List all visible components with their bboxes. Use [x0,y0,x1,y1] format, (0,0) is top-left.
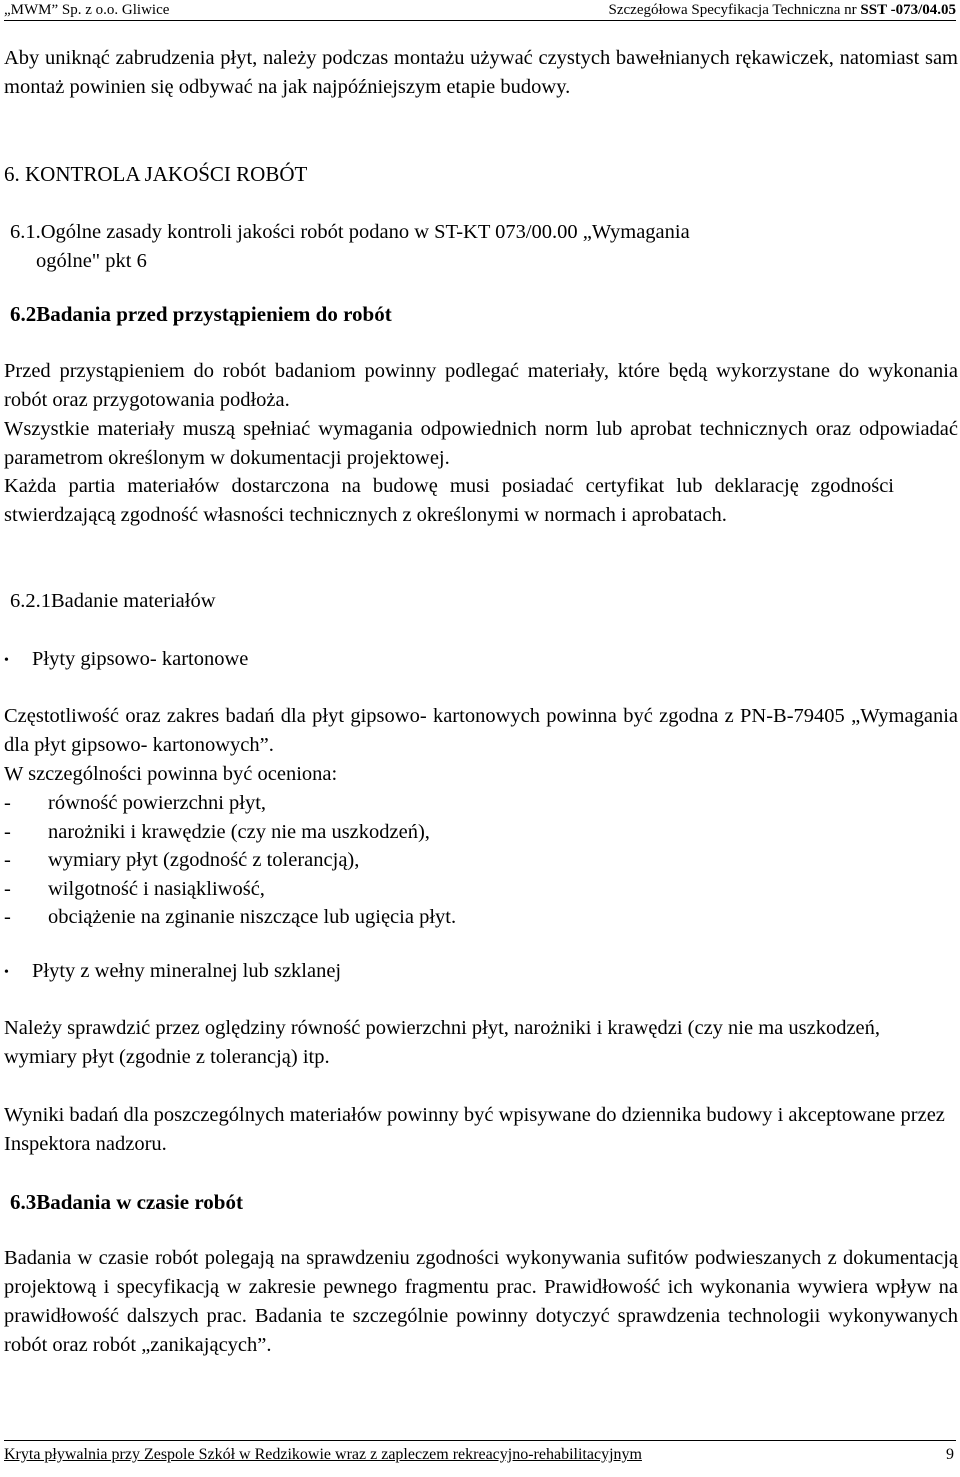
list-item-text: wilgotność i nasiąkliwość, [48,877,265,900]
section-6-1-line1: 6.1.Ogólne zasady kontroli jakości robót podano w ST-KT 073/00.00 „Wymagania [10,221,690,243]
list-item [4,903,456,932]
dash-marker: - [4,877,11,900]
list-item [4,789,456,818]
section-6-2-p3: Każda partia materiałów dostarczona na budowę musi posiadać certyfikat lub deklarację zgodności stwierdzającą zgodność własności technicznych z określonymi w normach i aprobatach. [4,475,894,526]
bullet-gypsum [4,645,248,675]
list-item-text: równość powierzchni płyt, [48,792,267,814]
section-6-2-1-title: 6.2.1Badanie materiałów [10,590,216,612]
list-item [4,846,456,875]
bullet-dot-icon: • [4,964,9,980]
dash-marker: - [4,906,11,928]
header-spec-prefix: Szczegółowa Specyfikacja Techniczna nr [608,2,861,18]
section-6-1 [10,218,956,276]
list-item-text: obciążenie na zginanie niszczące lub ugięcia płyt. [48,906,457,928]
bullet-wool-label: Płyty z wełny mineralnej lub szklanej [32,960,342,982]
dash-marker: - [4,820,11,843]
wool-p1: Należy sprawdzić przez oględziny równość powierzchni płyt, narożniki i krawędzi (czy nie ma uszkodzeń, wymiary płyt (zgodnie z tolerancją) itp. [4,1017,881,1068]
list-item [4,875,456,904]
list-item-text: narożniki i krawędzie (czy nie ma uszkodzeń), [48,820,430,843]
gypsum-p1: Częstotliwość oraz zakres badań dla płyt gipsowo- kartonowych powinna być zgodna z PN-B-79405 „Wymagania dla płyt gipsowo- kartonowych”. [4,705,958,756]
list-item-text: wymiary płyt (zgodność z tolerancją), [48,849,360,871]
footer-rule [4,1440,956,1441]
page-header [4,2,956,21]
bullet-gypsum-label: Płyty gipsowo- kartonowe [32,648,249,670]
header-spec-code: SST -073/04.05 [860,2,956,18]
section-6-2-title: 6.2Badania przed przystąpieniem do robót [10,302,392,326]
header-spec [609,2,956,19]
section-6-title: 6. KONTROLA JAKOŚCI ROBÓT [4,162,308,186]
dash-marker: - [4,849,11,871]
bullet-dot-icon: • [4,652,9,668]
section-6-1-line2: ogólne" pkt 6 [36,250,147,272]
gypsum-check-list [4,789,456,932]
page-number: 9 [946,1446,954,1463]
footer-project-title: Kryta pływalnia przy Zespole Szkół w Redzikowie wraz z zapleczem rekreacyjno-rehabilitacyjnym [4,1446,642,1463]
bullet-wool [4,957,341,987]
dash-marker: - [4,792,11,814]
list-item [4,818,456,847]
section-6-2-p2: Wszystkie materiały muszą spełniać wymagania odpowiednich norm lub aprobat technicznych oraz odpowiadać parametrom określonym w dokumentacji projektowej. [4,418,958,469]
section-6-2-p1: Przed przystąpieniem do robót badaniom powinny podlegać materiały, które będą wykorzystane do wykonania robót oraz przygotowania podłoża. [4,360,958,411]
gypsum-p2: W szczególności powinna być oceniona: [4,763,338,785]
results-p1: Wyniki badań dla poszczególnych materiałów powinny być wpisywane do dziennika budowy i akceptowane przez Inspektora nadzoru. [4,1104,945,1155]
section-6-3-title: 6.3Badania w czasie robót [10,1190,243,1214]
header-company: „MWM” Sp. z o.o. Gliwice [4,2,170,18]
intro-paragraph: Aby uniknąć zabrudzenia płyt, należy podczas montażu używać czystych bawełnianych rękawiczek, natomiast sam montaż powinien się odbywać na jak najpóźniejszym etapie budowy. [4,47,958,98]
section-6-3-p1: Badania w czasie robót polegają na sprawdzeniu zgodności wykonywania sufitów podwieszanych z dokumentacją projektową i specyfikacją w zakresie pewnego fragmentu prac. Prawidłowość ich wykonania wywiera wpływ na prawidłowość dalszych prac. Badania te szczególnie powinny dotyczyć sprawdzenia technologii wykonywanych robót oraz robót „zanikających”. [4,1247,958,1356]
